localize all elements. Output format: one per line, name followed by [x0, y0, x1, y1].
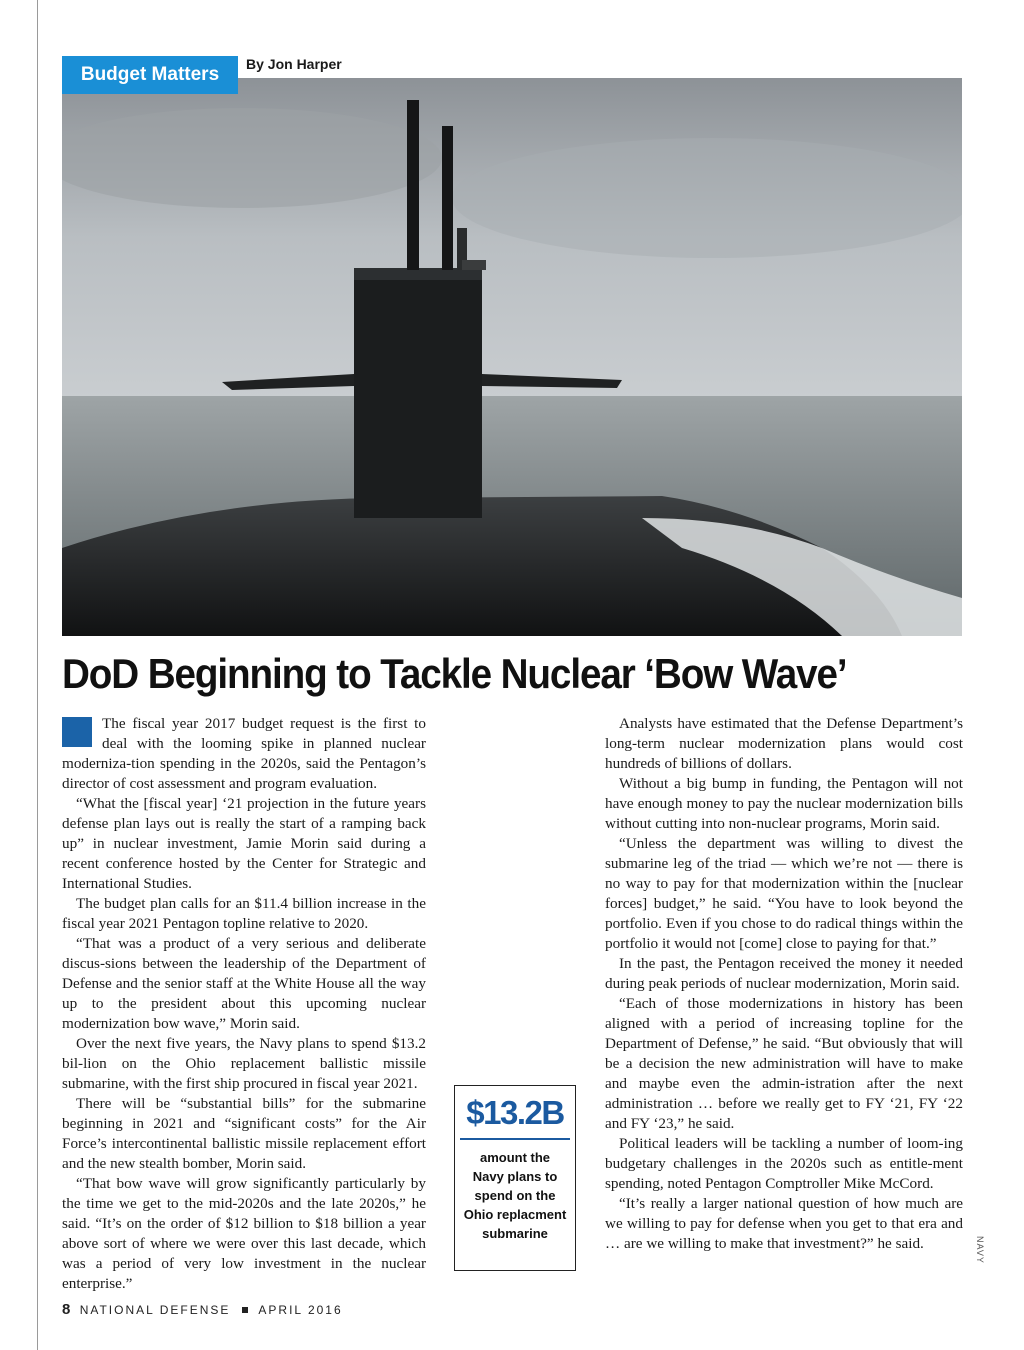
article-paragraph: Political leaders will be tackling a number of loom-ing budgetary challenges in the 2020s such as entitle-ment spending, noted Pentagon Comptroller Mike McCord. [605, 1135, 963, 1192]
article-paragraph: Analysts have estimated that the Defense Department’s long-term nuclear modernization plans would cost hundreds of billions of dollars. [605, 715, 963, 772]
section-tab: Budget Matters [62, 56, 238, 94]
article-paragraph: Without a big bump in funding, the Pentagon will not have enough money to pay the nuclear modernization bills without cutting into non-nuclear programs, Morin said. [605, 775, 963, 832]
photo-credit: NAVY [975, 1236, 985, 1264]
article-right-column [527, 714, 963, 1254]
publication-name: NATIONAL DEFENSE [79, 1303, 231, 1317]
issue-date: APRIL 2016 [258, 1303, 343, 1317]
byline: By Jon Harper [246, 56, 342, 72]
article-paragraph: Over the next five years, the Navy plans to spend $13.2 bil-lion on the Ohio replacement ballistic missile submarine, with the first ship procured in fiscal year 2021. [62, 1035, 426, 1092]
callout-divider [460, 1138, 570, 1140]
page-footer [62, 1301, 343, 1318]
callout-caption: amount the Navy plans to spend on the Ohio replacment submarine [463, 1150, 567, 1241]
article-paragraph: The budget plan calls for an $11.4 billion increase in the fiscal year 2021 Pentagon topline relative to 2020. [62, 895, 426, 932]
margin-rule [37, 0, 38, 1350]
article-left-column [62, 714, 486, 1294]
article-paragraph: There will be “substantial bills” for the submarine beginning in 2021 and “significant costs” for the Air Force’s intercontinental ballistic missile replacement effort and the new stealth bomber, Morin said. [62, 1095, 426, 1172]
callout-value: $13.2B [466, 1094, 564, 1131]
article-paragraph: “That was a product of a very serious and deliberate discus-sions between the leadership of the Department of Defense and the senior staff at the White House all the way up to the president about this upcoming nuclear modernization bow wave,” Morin said. [62, 935, 426, 1032]
stat-callout [454, 1085, 576, 1271]
article-paragraph: The fiscal year 2017 budget request is the first to deal with the looming spike in planned nuclear moderniza-tion spending in the 2020s, said the Pentagon’s director of cost assessment and program evaluation. [62, 715, 426, 792]
separator-square [242, 1307, 248, 1313]
article-paragraph: In the past, the Pentagon received the money it needed during peak periods of nuclear modernization, Morin said. [605, 955, 963, 992]
submarine-photo [62, 78, 962, 636]
article-paragraph: “Unless the department was willing to divest the submarine leg of the triad — which we’re not — there is no way to pay for that modernization within the [nuclear forces] budget,” he said. “You have to look beyond the portfolio. Even if you chose to do radical things within the portfolio it would not [come] close to paying for that.” [605, 835, 963, 952]
article-paragraph: “What the [fiscal year] ‘21 projection in the future years defense plan lays out is really the start of a ramping back up” in nuclear investment, Jamie Morin said during a recent conference hosted by the Center for Strategic and International Studies. [62, 795, 426, 892]
article-paragraph: “It’s really a larger national question of how much are we willing to pay for defense when you get to that era and … are we willing to make that investment?” he said. [605, 1195, 963, 1252]
page-number: 8 [62, 1301, 71, 1318]
headline: DoD Beginning to Tackle Nuclear ‘Bow Wave’ [62, 650, 847, 697]
drop-cap-square [62, 717, 92, 747]
article-paragraph: “That bow wave will grow significantly particularly by the time we get to the mid-2020s and the late 2020s,” he said. “It’s on the order of $12 billion to $18 billion a year above sort of where we were over this last decade, which was a period of very low investment in the nuclear enterprise.” [62, 1175, 426, 1292]
article-paragraph: “Each of those modernizations in history has been aligned with a period of increasing topline for the Department of Defense,” he said. “But obviously that will be a decision the new administration will have to make and maybe even the admin-istration after the next administration … before we really get to FY ‘21, FY ‘22 and FY ‘23,” he said. [605, 995, 963, 1132]
